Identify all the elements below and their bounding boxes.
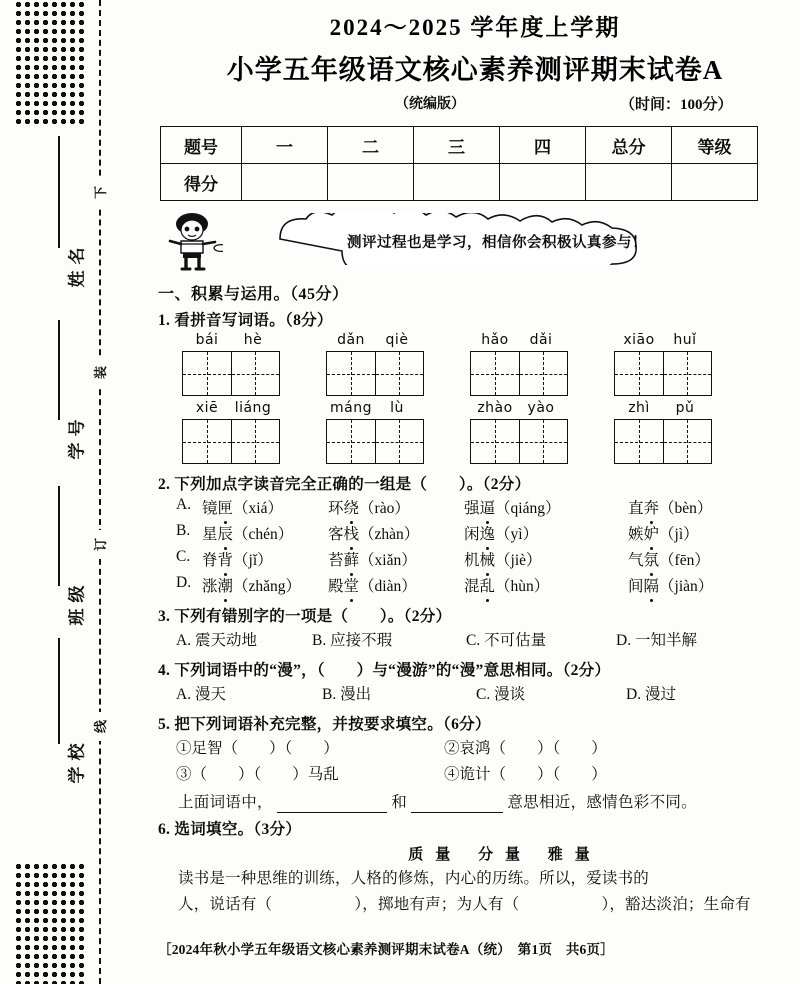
- score-col-2: 二: [328, 127, 414, 164]
- grid-cell[interactable]: [327, 352, 376, 395]
- writing-grid-5[interactable]: [182, 419, 280, 464]
- question-2-row-b[interactable]: [176, 522, 800, 548]
- field-label-school: [0, 737, 150, 784]
- field-label-name: [0, 241, 150, 288]
- q5-tail-post: 意思相近，感情色彩不同。: [507, 794, 697, 811]
- dash-char-ding: 订: [86, 530, 114, 559]
- q2-d-item-4: 间隔（jiàn）: [628, 574, 713, 596]
- question-5-number: 5.: [158, 716, 171, 733]
- q4-option-c[interactable]: C. 漫谈: [476, 686, 526, 703]
- q4-option-d[interactable]: D. 漫过: [626, 686, 676, 703]
- dot-pattern-top: [14, 0, 86, 128]
- q2-a-item-4: 直奔（bèn）: [628, 496, 712, 518]
- pinyin-group-4: [614, 332, 712, 396]
- question-4-number: 4.: [158, 662, 171, 679]
- score-col-grade: 等级: [672, 127, 758, 164]
- grid-cell[interactable]: [664, 420, 712, 463]
- score-cell-4[interactable]: [500, 164, 586, 201]
- writing-grid-1[interactable]: [182, 351, 280, 396]
- q2-c-label: C.: [176, 548, 191, 565]
- question-3-prompt: [158, 604, 800, 626]
- binding-dashed-line: [99, 0, 101, 984]
- q2-a-item-3: 强逼（qiáng）: [464, 496, 560, 518]
- pinyin-label-5: xiē liáng: [195, 400, 272, 416]
- grid-cell[interactable]: [471, 420, 520, 463]
- grid-cell[interactable]: [327, 420, 376, 463]
- q5-blank-1[interactable]: [277, 794, 387, 813]
- write-line-class: [58, 486, 60, 586]
- field-label-studentno-text: 学号: [67, 413, 87, 460]
- grid-cell[interactable]: [183, 420, 232, 463]
- field-label-class: [0, 579, 150, 626]
- score-col-total: 总分: [586, 127, 672, 164]
- dash-char-xia: 下: [86, 178, 114, 207]
- question-6-text: 选词填空。（3分）: [174, 821, 302, 838]
- student-cartoon-icon: [165, 211, 223, 271]
- grid-cell[interactable]: [376, 420, 424, 463]
- score-cell-grade[interactable]: [672, 164, 758, 201]
- score-col-3: 三: [414, 127, 500, 164]
- q3-option-b[interactable]: B. 应接不瑕: [312, 632, 393, 649]
- word-bank-item-3[interactable]: 雅量: [547, 847, 602, 863]
- q5-item-1[interactable]: ①足智（ ）（ ）: [176, 740, 339, 757]
- field-label-school-text: 学校: [67, 737, 87, 784]
- grid-cell[interactable]: [520, 352, 568, 395]
- grid-cell[interactable]: [183, 352, 232, 395]
- write-line-name: [58, 136, 60, 248]
- q2-b-item-3: 闲逸（yì）: [464, 522, 538, 544]
- writing-grid-8[interactable]: [614, 419, 712, 464]
- q2-c-item-3: 机械（jiè）: [464, 548, 542, 570]
- pinyin-row-1: [160, 332, 800, 400]
- pinyin-group-6: [326, 400, 424, 464]
- q4-option-b[interactable]: B. 漫出: [322, 686, 372, 703]
- q5-tail-mid: 和: [391, 794, 407, 811]
- question-5-prompt: [158, 712, 800, 734]
- question-6-number: 6.: [158, 821, 171, 838]
- writing-grid-4[interactable]: [614, 351, 712, 396]
- question-4-options[interactable]: [176, 682, 800, 708]
- time-limit-label: （时间：100分）: [620, 97, 733, 113]
- q5-item-4[interactable]: ④诡计（ ）（ ）: [444, 766, 607, 783]
- q3-option-a[interactable]: A. 震天动地: [176, 632, 257, 649]
- pinyin-group-5: [182, 400, 280, 464]
- score-table-row-label-1: 得分: [161, 164, 242, 201]
- q5-item-2[interactable]: ②哀鸿（ ）（ ）: [444, 740, 607, 757]
- question-3-text: 下列有错别字的一项是（ ）。（2分）: [174, 608, 452, 625]
- q2-a-item-2: 环绕（rào）: [328, 496, 410, 518]
- q6-passage-b: ），掷地有声；为人有（: [354, 896, 520, 913]
- question-1-text: 看拼音写词语。（8分）: [174, 312, 333, 329]
- q2-d-item-2: 殿堂（diàn）: [328, 574, 417, 596]
- question-5-tail: [178, 790, 800, 813]
- score-cell-3[interactable]: [414, 164, 500, 201]
- encouragement-text: 测评过程也是学习，相信你会积极认真参与！: [347, 235, 647, 251]
- field-label-studentno: [0, 413, 150, 460]
- question-2-number: 2.: [158, 476, 171, 493]
- q3-option-c[interactable]: C. 不可估量: [466, 632, 547, 649]
- grid-cell[interactable]: [471, 352, 520, 395]
- pinyin-label-2: dǎn qiè: [337, 332, 409, 348]
- question-4-prompt: [158, 658, 800, 680]
- pinyin-label-8: zhì pǔ: [628, 400, 695, 416]
- score-cell-2[interactable]: [328, 164, 414, 201]
- question-6-prompt: [158, 817, 800, 839]
- paper-body: [150, 0, 800, 984]
- writing-grid-2[interactable]: [326, 351, 424, 396]
- pinyin-group-2: [326, 332, 424, 396]
- grid-cell[interactable]: [520, 420, 568, 463]
- pinyin-label-1: bái hè: [195, 332, 263, 348]
- question-6-passage-line-2: [178, 892, 800, 918]
- q2-b-item-1: 星辰（chén）: [202, 522, 293, 544]
- writing-grid-7[interactable]: [470, 419, 568, 464]
- writing-grid-6[interactable]: [326, 419, 424, 464]
- q2-d-label: D.: [176, 574, 192, 591]
- q4-option-a[interactable]: A. 漫天: [176, 686, 226, 703]
- pinyin-label-6: máng lù: [330, 400, 404, 416]
- score-table: [160, 126, 758, 201]
- question-3-options[interactable]: [176, 628, 800, 654]
- edition-label: （统编版）: [395, 97, 465, 112]
- grid-cell[interactable]: [232, 352, 280, 395]
- pinyin-label-4: xiāo huǐ: [623, 332, 697, 348]
- word-bank-item-1[interactable]: 质量: [408, 847, 463, 863]
- grid-cell[interactable]: [232, 420, 280, 463]
- q5-item-3[interactable]: ③（ ）（ ）马乱: [176, 766, 339, 783]
- dot-pattern-bottom: [14, 862, 86, 984]
- q3-option-d[interactable]: D. 一知半解: [616, 632, 697, 649]
- question-5-row-2[interactable]: [176, 762, 800, 788]
- page-footer: ［2024年秋小学五年级语文核心素养测评期末试卷A（统） 第1页 共6页］: [158, 942, 614, 957]
- q2-d-item-1: 涨潮（zhǎng）: [202, 574, 301, 596]
- score-col-1: 一: [242, 127, 328, 164]
- question-2-row-a[interactable]: [176, 496, 800, 522]
- score-cell-1[interactable]: [242, 164, 328, 201]
- q2-b-item-2: 客栈（zhàn）: [328, 522, 419, 544]
- pinyin-group-3: [470, 332, 568, 396]
- q2-c-item-2: 苔藓（xiǎn）: [328, 548, 417, 570]
- grid-cell[interactable]: [615, 420, 664, 463]
- word-bank-item-2[interactable]: 分量: [477, 847, 532, 863]
- pinyin-label-3: hǎo dǎi: [481, 332, 553, 348]
- q6-passage-c: ），豁达淡泊；生命有: [601, 896, 751, 913]
- q6-passage-a: 人，说话有（: [178, 896, 273, 913]
- question-3-number: 3.: [158, 608, 171, 625]
- score-table-row-label-0: 题号: [161, 127, 242, 164]
- question-5-row-1[interactable]: [176, 736, 800, 762]
- question-5-text: 把下列词语补充完整，并按要求填空。（6分）: [174, 716, 491, 733]
- q2-d-item-3: 混乱（hùn）: [464, 574, 549, 596]
- pinyin-group-8: [614, 400, 712, 464]
- encouragement-banner: [150, 209, 800, 279]
- binding-margin: [0, 0, 150, 984]
- grid-cell[interactable]: [376, 352, 424, 395]
- question-1-number: 1.: [158, 312, 171, 329]
- table-row-header: [161, 127, 758, 164]
- paper-title-line2: 小学五年级语文核心素养测评期末试卷A: [226, 55, 724, 85]
- q2-a-item-1: 镜匣（xiá）: [202, 496, 283, 518]
- question-2-row-d[interactable]: [176, 574, 800, 600]
- writing-grid-3[interactable]: [470, 351, 568, 396]
- pinyin-label-7: zhào yào: [477, 400, 555, 416]
- write-line-studentno: [58, 320, 60, 420]
- dash-char-xian: 线: [86, 712, 114, 741]
- field-label-class-text: 班级: [67, 579, 87, 626]
- q2-b-item-4: 嫉妒（jì）: [628, 522, 699, 544]
- question-2-row-c[interactable]: [176, 548, 800, 574]
- q5-tail-pre: 上面词语中，: [178, 794, 273, 811]
- q2-a-label: A.: [176, 496, 192, 513]
- score-col-4: 四: [500, 127, 586, 164]
- dash-char-zhuang: 装: [86, 358, 114, 387]
- q2-b-label: B.: [176, 522, 191, 539]
- pinyin-group-7: [470, 400, 568, 464]
- section-title-one: 一、积累与运用。（45分）: [158, 286, 349, 303]
- paper-title-line1: 2024～2025 学年度上学期: [329, 15, 621, 40]
- grid-cell[interactable]: [615, 352, 664, 395]
- grid-cell[interactable]: [664, 352, 712, 395]
- pinyin-group-1: [182, 332, 280, 396]
- question-6-passage-line-1: 读书是一种思维的训练，人格的修炼，内心的历练。所以，爱读书的: [178, 870, 650, 887]
- pinyin-row-2: [160, 400, 800, 468]
- q5-blank-2[interactable]: [411, 794, 503, 813]
- score-cell-total[interactable]: [586, 164, 672, 201]
- question-6-word-bank: [150, 843, 800, 864]
- q2-c-item-4: 气氛（fēn）: [628, 548, 710, 570]
- title-subline: [150, 93, 800, 119]
- table-row-scores: [161, 164, 758, 201]
- question-2-text: 下列加点字读音完全正确的一组是（ ）。（2分）: [174, 476, 531, 493]
- question-1-prompt: [158, 308, 800, 330]
- question-4-text: 下列词语中的“漫”，（ ）与“漫游”的“漫”意思相同。（2分）: [174, 662, 611, 679]
- question-2-prompt: [158, 472, 800, 494]
- write-line-school: [58, 638, 60, 744]
- field-label-name-text: 姓名: [67, 241, 87, 288]
- q2-c-item-1: 脊背（jǐ）: [202, 548, 273, 570]
